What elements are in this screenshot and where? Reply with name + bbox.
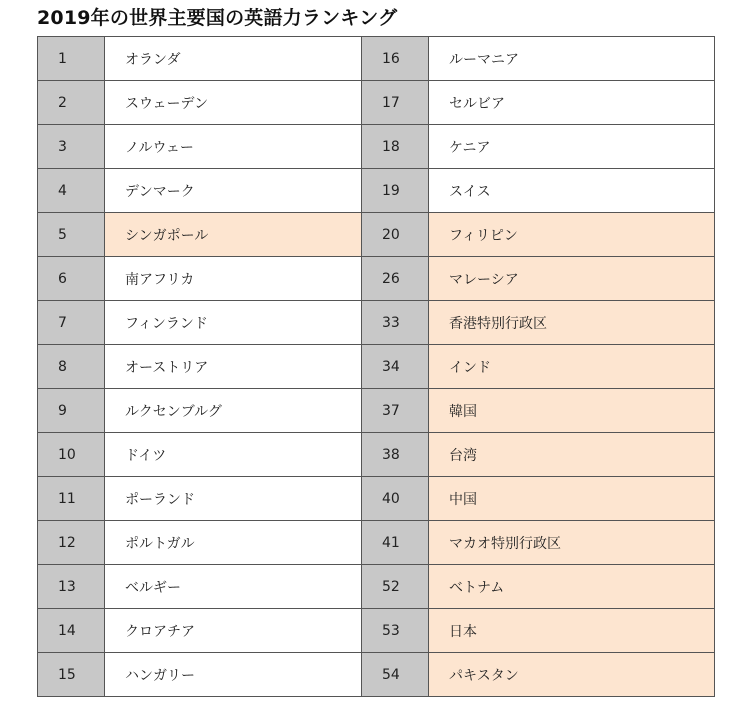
country-cell: パキスタン	[429, 653, 715, 697]
rank-cell: 3	[38, 125, 105, 169]
rank-cell: 38	[362, 433, 429, 477]
rank-cell: 14	[38, 609, 105, 653]
rank-cell: 13	[38, 565, 105, 609]
table-row	[38, 257, 715, 301]
rank-cell: 10	[38, 433, 105, 477]
table-row	[38, 521, 715, 565]
rank-cell: 34	[362, 345, 429, 389]
table-row	[38, 301, 715, 345]
table-row	[38, 37, 715, 81]
table-row	[38, 653, 715, 697]
country-cell: ドイツ	[105, 433, 362, 477]
country-cell: ルーマニア	[429, 37, 715, 81]
rank-cell: 7	[38, 301, 105, 345]
rank-cell: 4	[38, 169, 105, 213]
country-cell: フィンランド	[105, 301, 362, 345]
country-cell: マカオ特別行政区	[429, 521, 715, 565]
country-cell: フィリピン	[429, 213, 715, 257]
country-cell: オーストリア	[105, 345, 362, 389]
rank-cell: 17	[362, 81, 429, 125]
rank-cell: 2	[38, 81, 105, 125]
country-cell: スイス	[429, 169, 715, 213]
country-cell: セルビア	[429, 81, 715, 125]
country-cell: 日本	[429, 609, 715, 653]
country-cell: デンマーク	[105, 169, 362, 213]
country-cell: ベルギー	[105, 565, 362, 609]
country-cell: オランダ	[105, 37, 362, 81]
rank-cell: 19	[362, 169, 429, 213]
rank-cell: 12	[38, 521, 105, 565]
rank-cell: 5	[38, 213, 105, 257]
table-row	[38, 213, 715, 257]
rank-cell: 26	[362, 257, 429, 301]
rank-cell: 18	[362, 125, 429, 169]
country-cell: 香港特別行政区	[429, 301, 715, 345]
country-cell: 中国	[429, 477, 715, 521]
table-row	[38, 345, 715, 389]
ranking-table	[37, 36, 715, 697]
page-title: 2019年の世界主要国の英語力ランキング	[37, 7, 398, 29]
table-row	[38, 81, 715, 125]
ranking-table-body	[38, 37, 715, 697]
country-cell: シンガポール	[105, 213, 362, 257]
rank-cell: 53	[362, 609, 429, 653]
country-cell: ベトナム	[429, 565, 715, 609]
rank-cell: 15	[38, 653, 105, 697]
rank-cell: 52	[362, 565, 429, 609]
country-cell: 台湾	[429, 433, 715, 477]
country-cell: 韓国	[429, 389, 715, 433]
table-row	[38, 169, 715, 213]
table-row	[38, 609, 715, 653]
table-row	[38, 389, 715, 433]
rank-cell: 33	[362, 301, 429, 345]
rank-cell: 37	[362, 389, 429, 433]
rank-cell: 40	[362, 477, 429, 521]
country-cell: ハンガリー	[105, 653, 362, 697]
country-cell: ポルトガル	[105, 521, 362, 565]
country-cell: ケニア	[429, 125, 715, 169]
country-cell: ルクセンブルグ	[105, 389, 362, 433]
rank-cell: 41	[362, 521, 429, 565]
rank-cell: 54	[362, 653, 429, 697]
rank-cell: 6	[38, 257, 105, 301]
rank-cell: 8	[38, 345, 105, 389]
country-cell: マレーシア	[429, 257, 715, 301]
country-cell: ポーランド	[105, 477, 362, 521]
rank-cell: 11	[38, 477, 105, 521]
table-row	[38, 565, 715, 609]
table-row	[38, 125, 715, 169]
rank-cell: 16	[362, 37, 429, 81]
country-cell: スウェーデン	[105, 81, 362, 125]
country-cell: 南アフリカ	[105, 257, 362, 301]
rank-cell: 20	[362, 213, 429, 257]
country-cell: ノルウェー	[105, 125, 362, 169]
table-row	[38, 477, 715, 521]
country-cell: インド	[429, 345, 715, 389]
rank-cell: 1	[38, 37, 105, 81]
table-row	[38, 433, 715, 477]
country-cell: クロアチア	[105, 609, 362, 653]
rank-cell: 9	[38, 389, 105, 433]
